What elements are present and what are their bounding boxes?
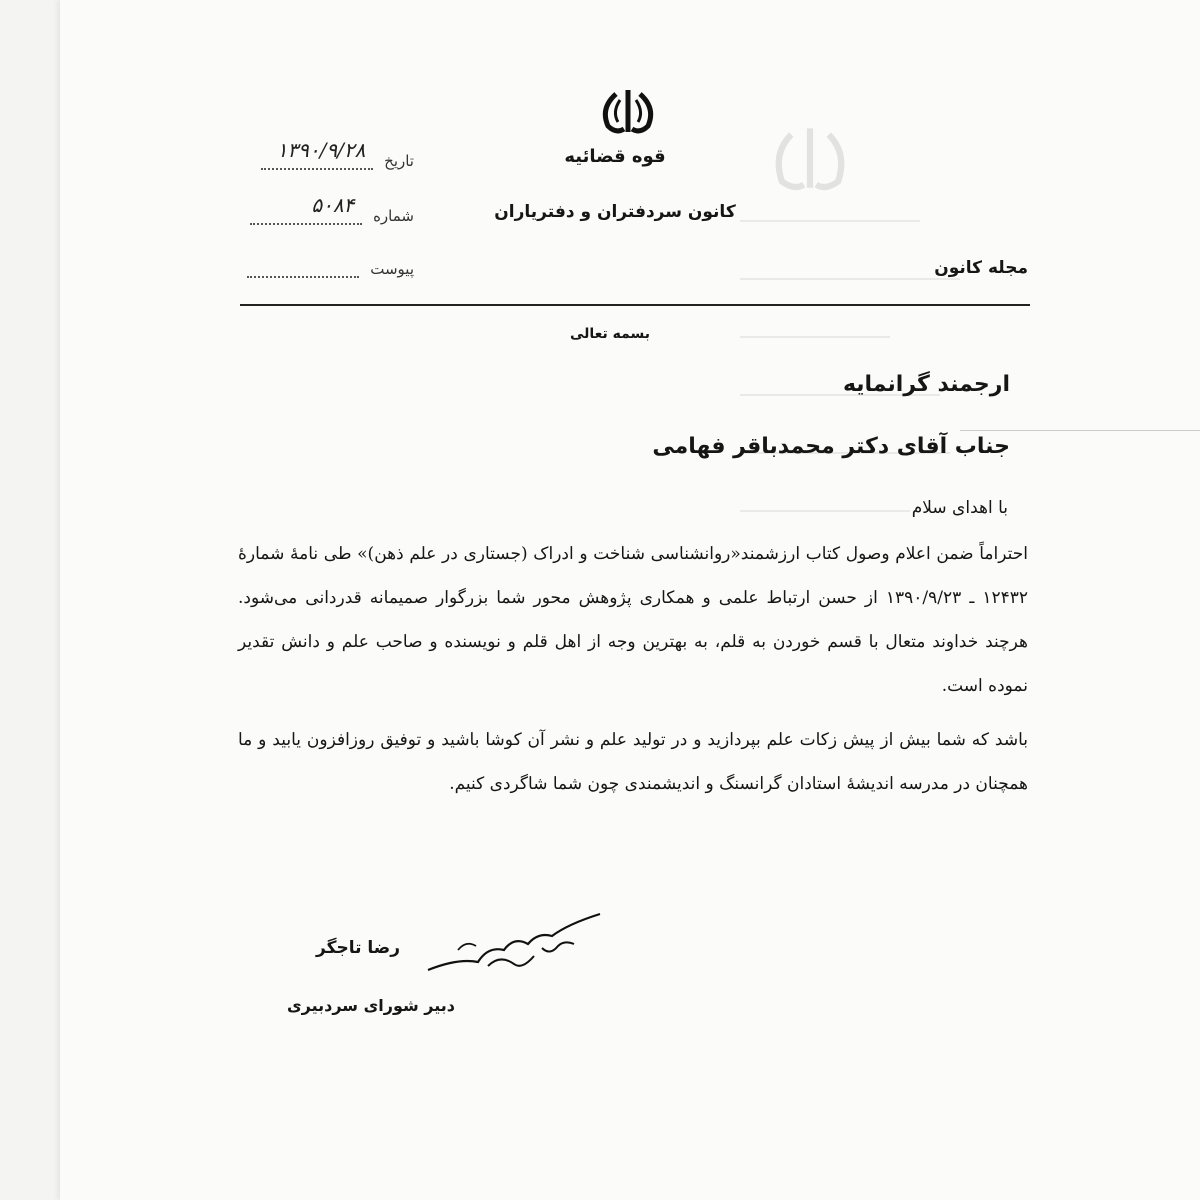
iran-emblem-icon (596, 88, 660, 134)
salutation-line-2: جناب آقای دکتر محمدباقر فهامی (652, 434, 1010, 459)
date-value: ۱۳۹۰/۹/۲۸ (276, 137, 366, 162)
bismillah: بسمه تعالی (569, 326, 651, 342)
date-field (261, 137, 373, 170)
bleed-through-rule (960, 430, 1200, 431)
signer-title: دبیر شورای سردبیری (286, 996, 455, 1015)
body-paragraph-2: باشد که شما بیش از پیش زکات علم بپردازید و در تولید علم و نشر آن کوشا باشید و توفیق روزافزون یابید و ما همچنان در مدرسه اندیشهٔ استادان گرانسنگ و اندیشمندی چون شما شاگردی کنیم. (238, 730, 1028, 794)
attachment-field (247, 262, 359, 278)
body-paragraph-1: احتراماً ضمن اعلام وصول کتاب ارزشمند«روانشناسی شناخت و ادراک (جستاری در علم ذهن)» طی نامهٔ شمارهٔ ۱۲۴۳۲ ـ ۱۳۹۰/۹/۲۳ از حسن ارتباط علمی و همکاری پژوهش محور شما بزرگوار صمیمانه قدردانی می‌شود. هرچند خداوند متعال با قسم خوردن به قلم، به بهترین وجه از اهل قلم و نویسنده و صاحب علم و دانش تقدیر نموده است. (238, 544, 1028, 696)
attachment-row (247, 260, 414, 278)
letter-body (238, 532, 1028, 806)
date-row (261, 137, 414, 170)
number-value: ۵۰۸۴ (311, 192, 355, 217)
salutation-line-1: ارجمند گرانمایه (842, 372, 1010, 397)
bleed-through-emblem (760, 118, 860, 198)
attachment-label: پیوست (370, 260, 414, 278)
header-divider (240, 304, 1030, 306)
handwritten-signature (418, 906, 608, 986)
date-label: تاریخ (384, 152, 414, 170)
organization-name: قوه قضائیه (564, 146, 666, 167)
greeting: با اهدای سلام (911, 498, 1008, 518)
magazine-name: مجله کانون (934, 258, 1028, 278)
number-row (250, 192, 414, 225)
signer-name: رضا تاجگر (316, 938, 400, 958)
number-field (250, 192, 362, 225)
sub-organization-name: کانون سردفتران و دفتریاران (494, 202, 736, 222)
number-label: شماره (373, 207, 414, 225)
